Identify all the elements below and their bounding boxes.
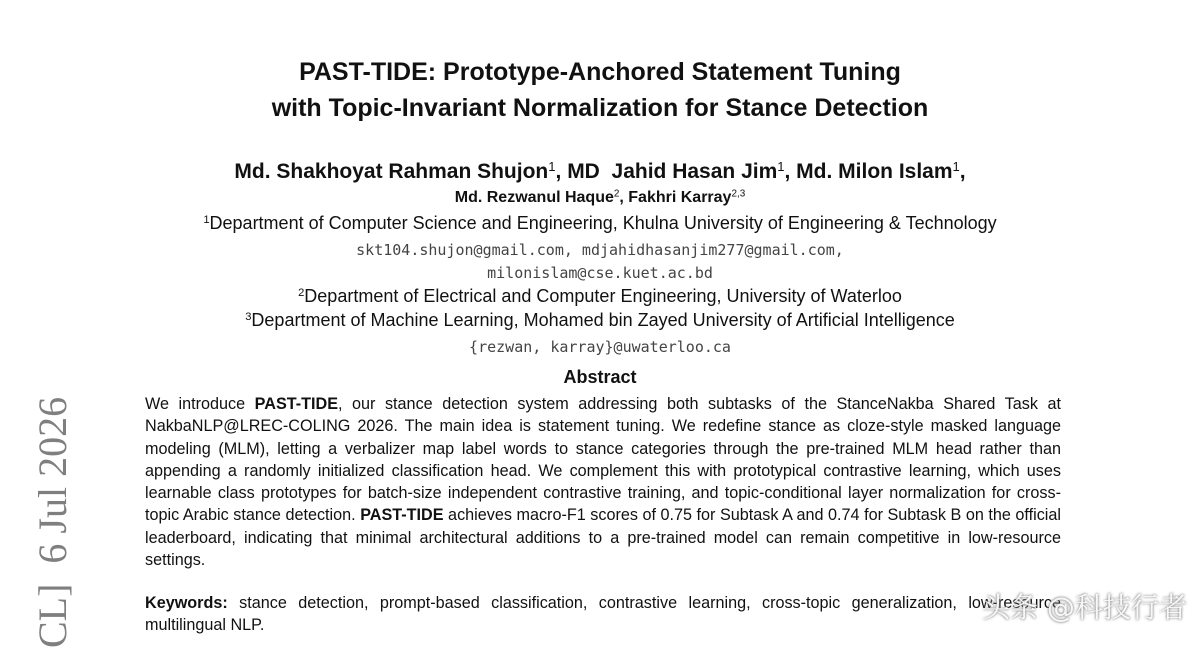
abstract-segment: achieves macro-F1 scores of 0.75 for Subtask A and 0.74 for Subtask B on the official leaderboard, indicating that minimal architectural additions to a pre-trained model can remain competitive in low-resource settings. (145, 506, 1061, 570)
affiliation-number: 3 (245, 310, 252, 323)
title-line-1: PAST-TIDE: Prototype-Anchored Statement Tuning (299, 58, 901, 86)
keywords-text: stance detection, prompt-based classification, contrastive learning, cross-topic generalization, low-resource multilingual NLP. (145, 594, 1061, 635)
author-affiliation-mark: 2,3 (731, 188, 746, 200)
watermark: 头条 @科技行者 (982, 591, 1187, 624)
arxiv-side-stamp: CL] 6 Jul 2026 (30, 396, 75, 648)
author-name: Md. Shakhoyat Rahman Shujon (234, 160, 549, 183)
abstract-segment: We introduce (145, 395, 255, 413)
abstract-heading: Abstract (563, 367, 637, 387)
title-line-2: with Topic-Invariant Normalization for Stance Detection (271, 94, 929, 122)
affiliation-3 (0, 310, 1200, 331)
author-name: MD Jahid Hasan Jim (567, 160, 778, 183)
system-name: PAST-TIDE (254, 395, 338, 413)
paper-title (0, 54, 1200, 126)
author-separator: , (619, 189, 629, 206)
affiliation-2 (0, 286, 1200, 307)
author-separator: , (959, 160, 966, 183)
email-line-2: milonislam@cse.kuet.ac.bd (487, 264, 713, 282)
author-separator: , (555, 160, 568, 183)
system-name: PAST-TIDE (360, 506, 444, 525)
abstract-segment: , our stance detection system addressing both subtasks of the StanceNakba Shared Task at NakbaNLP@LREC-COLING 2026. The main idea is statement tuning. We redefine stance as cloze-style masked language modeling (MLM), letting a verbalizer map label words to stance categories through the pre-trained MLM head rather than appending a randomly initialized classification head. We complement this with prototypical contrastive learning, which uses learnable class prototypes for batch-size independent contrastive training, and topic-conditional layer normalization for cross-topic Arabic stance detection. (145, 395, 1061, 525)
author-affiliation-mark: 1 (777, 158, 785, 174)
author-line-2 (0, 189, 1200, 207)
affiliation-number: 1 (203, 213, 210, 226)
author-name: Fakhri Karray (628, 189, 732, 206)
email-line-1: skt104.shujon@gmail.com, mdjahidhasanjim277@gmail.com, (356, 241, 844, 259)
keywords-label: Keywords: (145, 594, 228, 612)
author-name: Md. Rezwanul Haque (454, 189, 614, 206)
abstract-text (145, 393, 1061, 571)
affiliation-text: Department of Electrical and Computer Engineering, University of Waterloo (304, 286, 902, 306)
author-affiliation-mark: 2 (613, 188, 620, 200)
author-separator: , (784, 160, 797, 183)
affiliation-text: Department of Machine Learning, Mohamed bin Zayed University of Artificial Intelligence (251, 310, 955, 330)
keywords (145, 592, 1061, 637)
email-line-3: {rezwan, karray}@uwaterloo.ca (469, 338, 731, 356)
affiliation-1 (0, 213, 1200, 234)
author-line-1 (0, 160, 1200, 184)
author-affiliation-mark: 1 (952, 158, 960, 174)
affiliation-text: Department of Computer Science and Engineering, Khulna University of Engineering & Technology (209, 213, 997, 233)
author-name: Md. Milon Islam (796, 160, 953, 183)
affiliation-number: 2 (298, 286, 305, 299)
author-affiliation-mark: 1 (548, 158, 556, 174)
